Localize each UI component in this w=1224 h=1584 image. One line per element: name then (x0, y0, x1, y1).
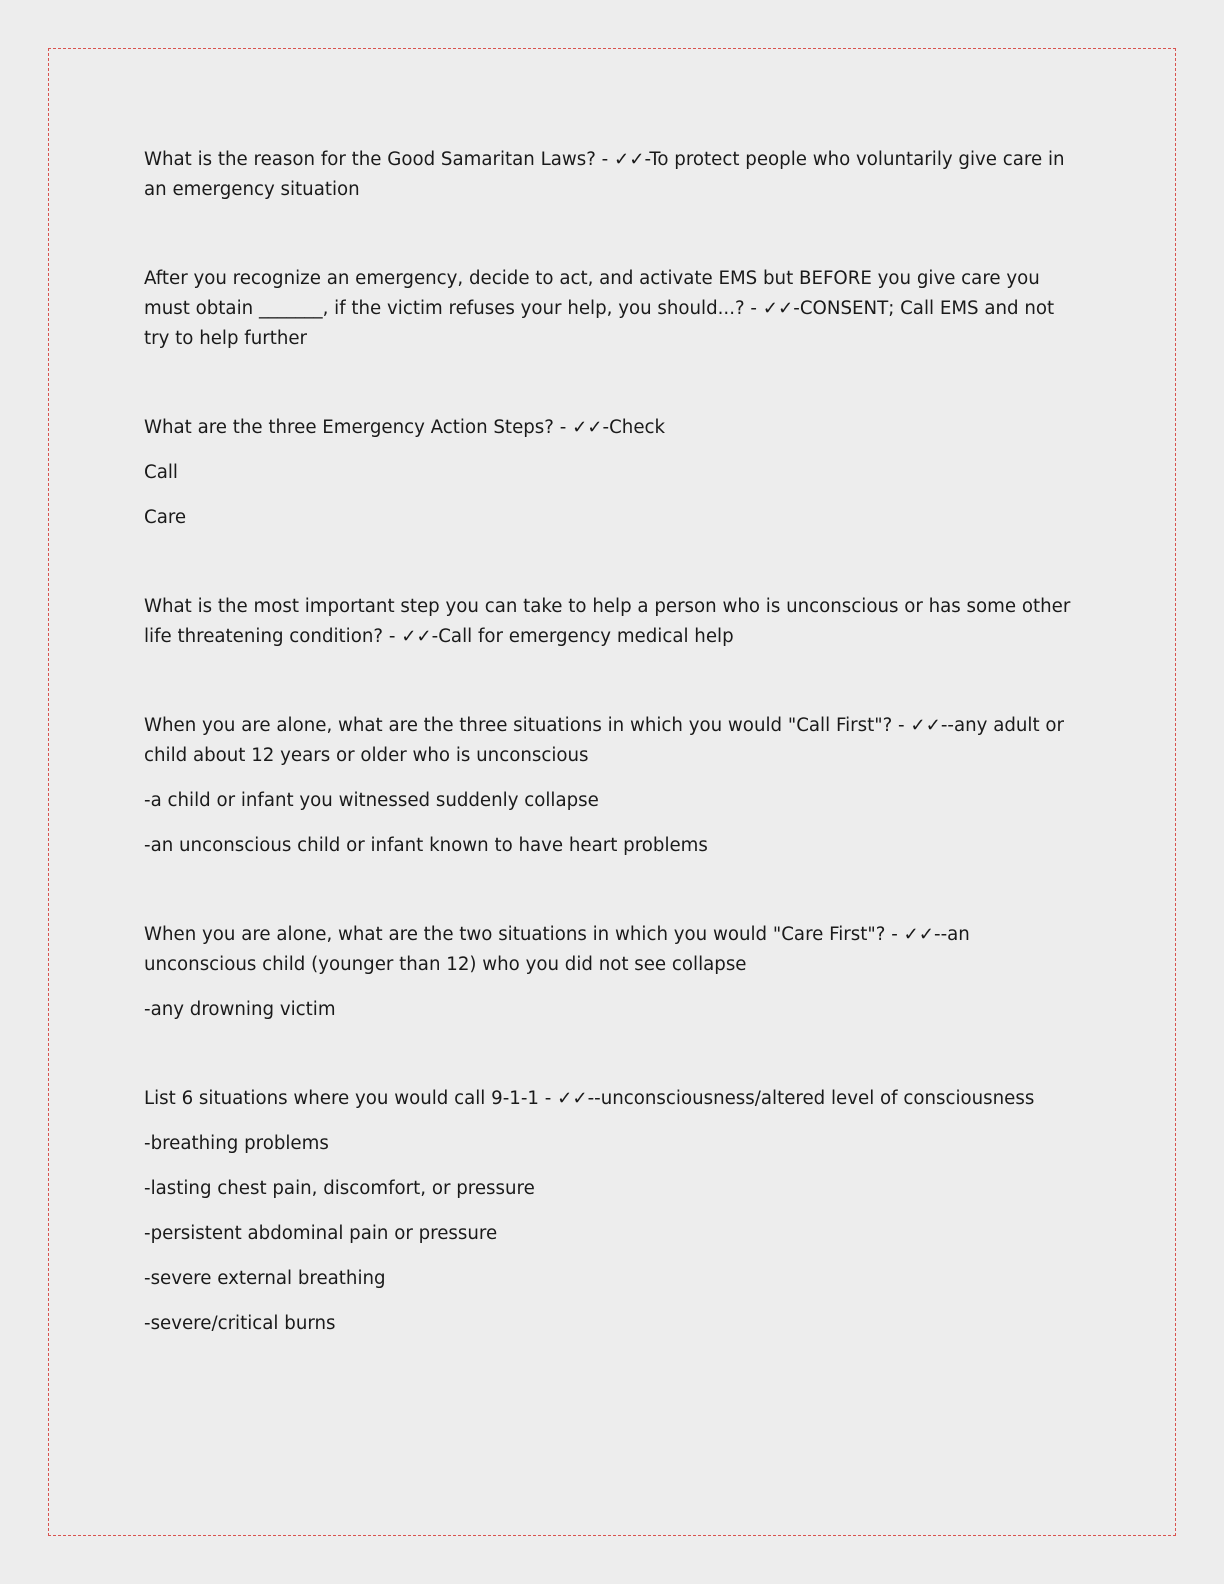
answer-line: -persistent abdominal pain or pressure (144, 1223, 498, 1244)
answer-text: --unconsciousness/altered level of consciousness (587, 1088, 1035, 1109)
qa-question-line (144, 413, 1084, 443)
qa-item (144, 592, 1084, 652)
qa-question-line (144, 1084, 1084, 1114)
qa-item (144, 920, 1084, 1025)
double-check-icon: ✓✓ (557, 1088, 588, 1109)
qa-item (144, 413, 1084, 533)
double-check-icon: ✓✓ (762, 298, 794, 319)
qa-question-line (144, 264, 1084, 354)
question-text: What is the most important step you can take to help a person who is unconscious or has some other life threatening condition? - (144, 596, 1071, 647)
answer-line: Care (144, 507, 187, 528)
answer-line: -a child or infant you witnessed suddenly collapse (144, 790, 599, 811)
answer-line: -breathing problems (144, 1133, 329, 1154)
double-check-icon: ✓✓ (572, 417, 603, 438)
answer-line: -lasting chest pain, discomfort, or pressure (144, 1178, 535, 1199)
qa-question-line (144, 145, 1084, 205)
question-text: When you are alone, what are the two situations in which you would "Care First"? - (144, 924, 904, 945)
answer-text: -To protect people who voluntarily give care in an emergency situation (144, 149, 1065, 200)
qa-item (144, 145, 1084, 205)
answer-line: -severe external breathing (144, 1268, 386, 1289)
question-text: What is the reason for the Good Samaritan Laws? - (144, 149, 614, 170)
answer-text: -Check (602, 417, 666, 438)
qa-item (144, 1084, 1084, 1339)
question-text: List 6 situations where you would call 9-1-1 - (144, 1088, 558, 1109)
qa-item (144, 711, 1084, 861)
qa-question-line (144, 592, 1084, 652)
answer-line: Call (144, 462, 178, 483)
question-text: When you are alone, what are the three situations in which you would "Call First"? - (144, 715, 911, 736)
answer-text: -Call for emergency medical help (431, 626, 734, 647)
double-check-icon: ✓✓ (614, 149, 645, 170)
question-text: What are the three Emergency Action Steps? - (144, 417, 573, 438)
double-check-icon: ✓✓ (903, 924, 935, 945)
double-check-icon: ✓✓ (910, 715, 941, 736)
double-check-icon: ✓✓ (401, 626, 432, 647)
document-body (144, 145, 1084, 1398)
answer-line: -an unconscious child or infant known to have heart problems (144, 835, 708, 856)
qa-item (144, 264, 1084, 354)
answer-text: --any adult or child about 12 years or older who is unconscious (144, 715, 1064, 766)
question-text: After you recognize an emergency, decide to act, and activate EMS but BEFORE you give care you must obtain _______, if the victim refuses your help, you should...? - (144, 268, 1040, 319)
answer-line: -any drowning victim (144, 999, 336, 1020)
answer-text: -CONSENT; Call EMS and not try to help further (144, 298, 1055, 349)
qa-question-line (144, 920, 1084, 980)
answer-line: -severe/critical burns (144, 1313, 336, 1334)
answer-text: --an unconscious child (younger than 12) who you did not see collapse (144, 924, 970, 975)
qa-question-line (144, 711, 1084, 771)
